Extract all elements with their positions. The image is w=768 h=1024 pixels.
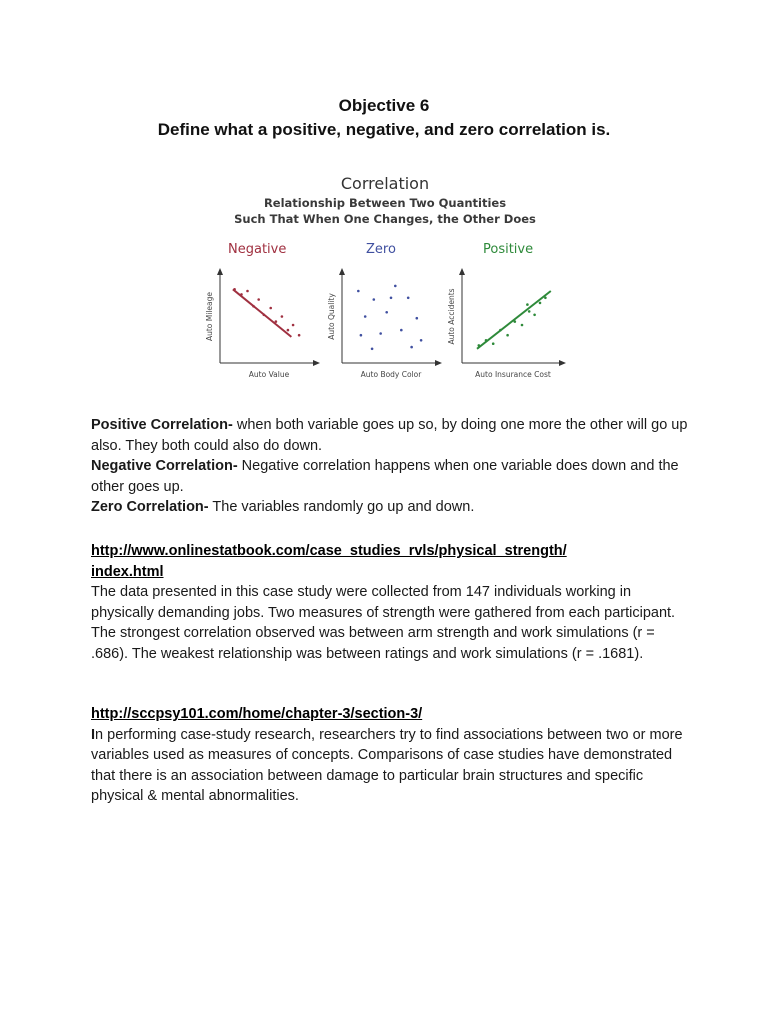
zero-text: The variables randomly go up and down. — [208, 499, 475, 515]
source2-first-letter: I — [91, 726, 96, 743]
zero-x-axis-label: Auto Body Color — [360, 370, 422, 379]
definitions — [91, 415, 691, 518]
positive-y-arrow — [459, 268, 465, 275]
negative-y-axis-label: Auto Mileage — [205, 291, 214, 342]
negative-point — [269, 307, 272, 310]
positive-text: when both variable goes up so, by doing one more the other will go up also. They both could also do down. — [91, 417, 688, 454]
negative-x-arrow — [313, 360, 320, 366]
positive-point — [521, 324, 524, 327]
zero-point — [410, 346, 413, 349]
zero-term: Zero Correlation- — [91, 499, 209, 515]
negative-definition — [91, 456, 691, 497]
correlation-figure — [190, 170, 580, 385]
source1-link-line2[interactable]: index.html — [91, 563, 164, 580]
negative-text: Negative correlation happens when one variable does down and the other goes up. — [91, 458, 679, 495]
positive-point — [533, 314, 536, 317]
zero-point — [394, 285, 397, 288]
negative-point — [257, 298, 260, 301]
zero-definition — [91, 497, 691, 518]
objective-number: Objective 6 — [338, 96, 430, 115]
positive-point — [528, 310, 531, 313]
source2-link[interactable]: http://sccpsy101.com/home/chapter-3/section-3/ — [91, 706, 423, 722]
positive-trend-line — [477, 291, 551, 349]
negative-point — [298, 334, 301, 337]
positive-point — [492, 342, 495, 345]
negative-point — [246, 290, 249, 293]
negative-y-arrow — [217, 268, 223, 275]
positive-point — [526, 303, 529, 306]
zero-point — [390, 297, 393, 300]
panel-label-positive: Positive — [483, 242, 534, 257]
positive-point — [506, 334, 509, 337]
zero-point — [416, 317, 419, 320]
figure-subtitle-line2: Such That When One Changes, the Other Does — [234, 212, 536, 226]
zero-y-arrow — [339, 268, 345, 275]
positive-x-arrow — [559, 360, 566, 366]
source2-section — [91, 704, 691, 807]
negative-trend-line — [233, 289, 291, 337]
source1-section — [91, 541, 691, 664]
source1-body: The data presented in this case study were collected from 147 individuals working in physically demanding jobs. Two measures of strength were gathered from each participant. The strongest correlation observed was between arm strength and work simulations (r = .686). The weakest relationship was between ratings and work simulations (r = .1681). — [91, 584, 676, 662]
zero-point — [371, 348, 374, 351]
objective-title: Define what a positive, negative, and zero correlation is. — [157, 120, 611, 139]
zero-point — [360, 334, 363, 337]
zero-point — [357, 290, 360, 293]
positive-x-axis-label: Auto Insurance Cost — [475, 370, 551, 379]
zero-point — [407, 297, 410, 300]
negative-point — [287, 329, 290, 332]
zero-point — [373, 298, 376, 301]
panel-label-zero: Zero — [366, 242, 396, 257]
positive-definition — [91, 415, 691, 456]
panel-label-negative: Negative — [228, 242, 287, 257]
zero-point — [420, 339, 423, 342]
negative-point — [292, 324, 295, 327]
zero-point — [400, 329, 403, 332]
source2-paragraph — [91, 725, 691, 807]
positive-term: Positive Correlation- — [91, 417, 233, 433]
source1-link-line1[interactable]: http://www.onlinestatbook.com/case_studies_rvls/physical_strength/ — [91, 543, 567, 559]
zero-x-arrow — [435, 360, 442, 366]
figure-title: Correlation — [340, 174, 430, 193]
negative-x-axis-label: Auto Value — [248, 370, 290, 379]
zero-point — [385, 311, 388, 314]
positive-y-axis-label: Auto Accidents — [447, 288, 456, 345]
negative-term: Negative Correlation- — [91, 458, 238, 474]
figure-subtitle-line1: Relationship Between Two Quantities — [263, 196, 507, 210]
zero-y-axis-label: Auto Quality — [327, 293, 336, 340]
negative-point — [281, 315, 284, 318]
zero-point — [364, 315, 367, 318]
zero-point — [379, 332, 382, 335]
source2-body: n performing case-study research, researchers try to find associations between two or more variables used as measures of concepts. Comparisons of case studies have demonstrated that there is an association between damage to particular brain structures and specific physical & mental abnormalities. — [91, 726, 683, 804]
scatter-panels — [190, 170, 580, 385]
positive-point — [539, 302, 542, 305]
